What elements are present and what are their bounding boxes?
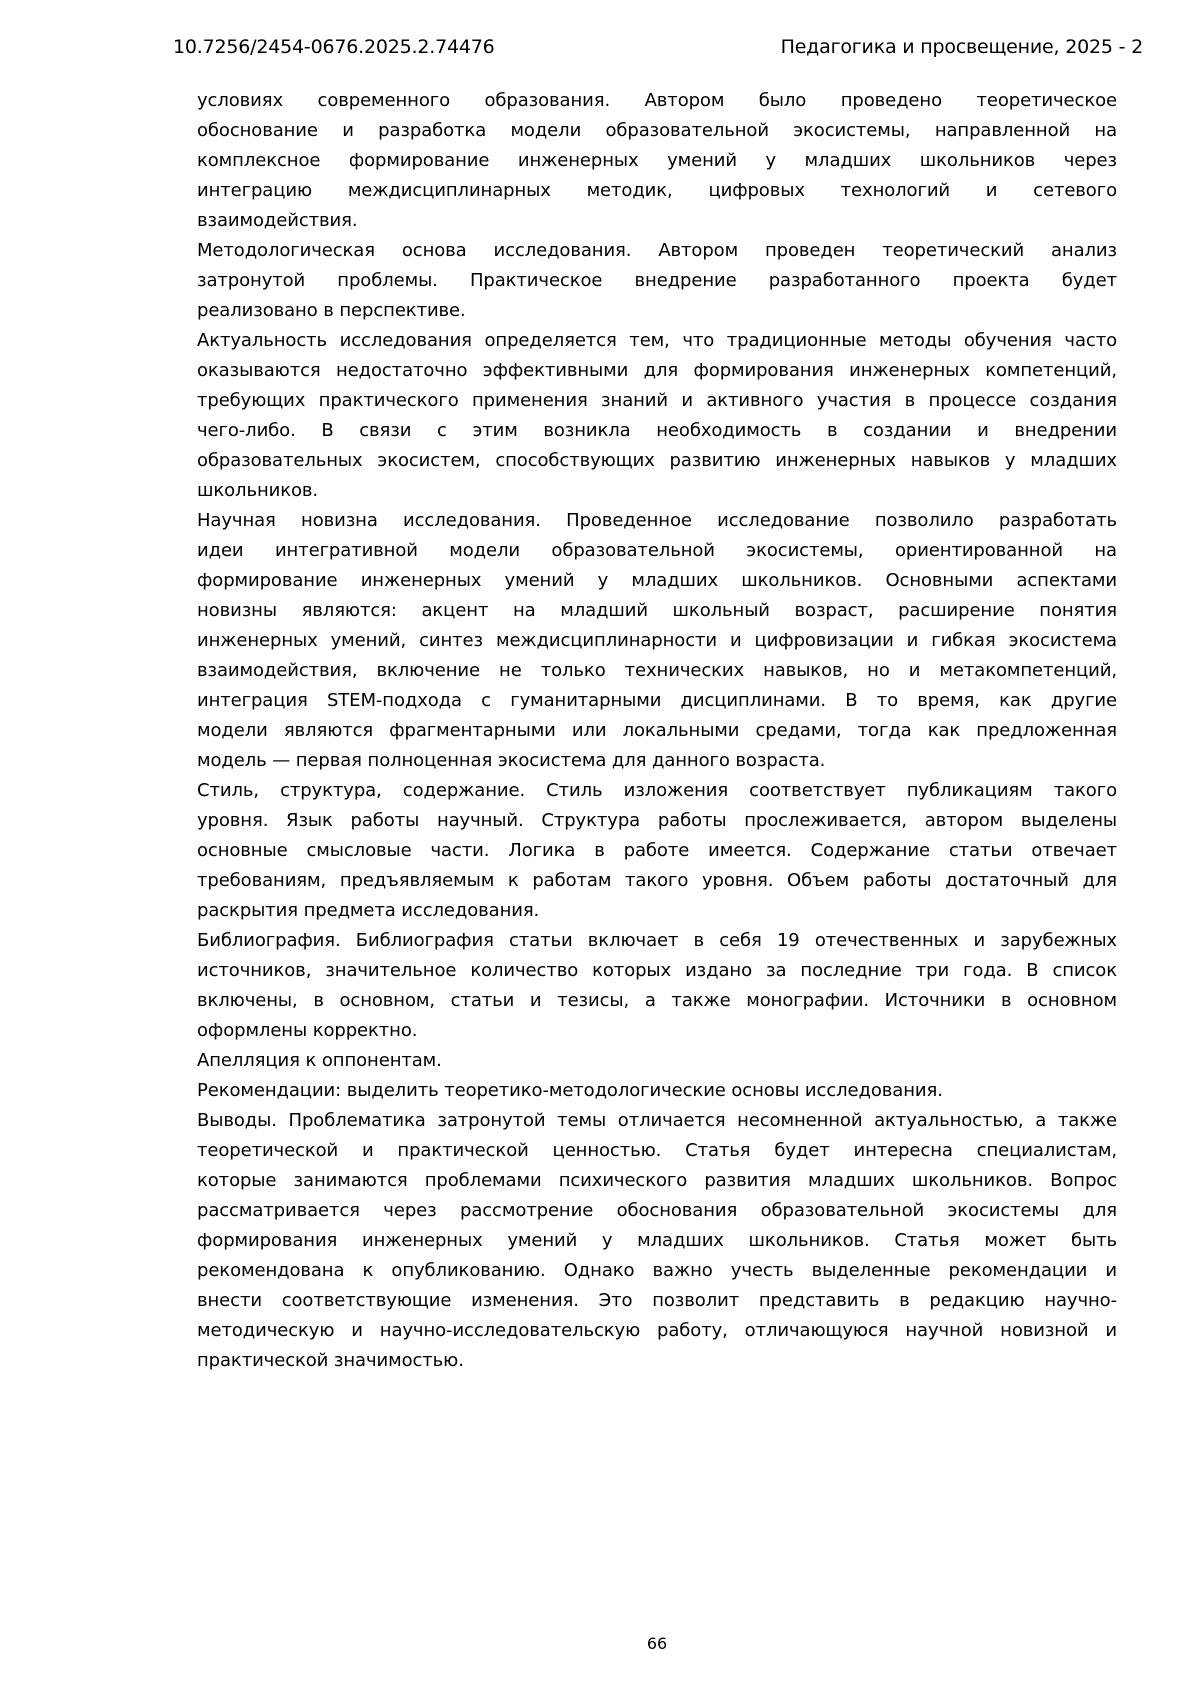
text-line: Выводы. Проблематика затронутой темы отличается несомненной актуальностью, а также xyxy=(197,1110,1117,1131)
text-line: новизны являются: акцент на младший школьный возраст, расширение понятия xyxy=(197,600,1117,621)
text-line: интеграция STEM-подхода с гуманитарными дисциплинами. В то время, как другие xyxy=(197,690,1117,711)
text-line: школьников. xyxy=(197,480,319,501)
text-line: взаимодействия. xyxy=(197,210,358,231)
paragraph xyxy=(197,326,1117,506)
text-line: Апелляция к оппонентам. xyxy=(197,1050,442,1071)
text-line: образовательных экосистем, способствующих развитию инженерных навыков у младших xyxy=(197,450,1117,471)
text-line: взаимодействия, включение не только технических навыков, но и метакомпетенций, xyxy=(197,660,1117,681)
text-line: источников, значительное количество которых издано за последние три года. В список xyxy=(197,960,1117,981)
paragraph xyxy=(197,236,1117,326)
text-line: Актуальность исследования определяется тем, что традиционные методы обучения часто xyxy=(197,330,1117,351)
text-line: обоснование и разработка модели образовательной экосистемы, направленной на xyxy=(197,120,1117,141)
text-line: Библиография. Библиография статьи включает в себя 19 отечественных и зарубежных xyxy=(197,930,1117,951)
page-number: 66 xyxy=(646,1634,668,1653)
paragraph xyxy=(197,86,1117,236)
paragraph xyxy=(197,926,1117,1046)
text-line: методическую и научно-исследовательскую работу, отличающуюся научной новизной и xyxy=(197,1320,1117,1341)
text-line: формирование инженерных умений у младших школьников. Основными аспектами xyxy=(197,570,1117,591)
text-line: рекомендована к опубликованию. Однако важно учесть выделенные рекомендации и xyxy=(197,1260,1117,1281)
page-footer xyxy=(197,1633,1117,1655)
text-line: требованиям, предъявляемым к работам такого уровня. Объем работы достаточный для xyxy=(197,870,1117,891)
paragraph xyxy=(197,1046,1117,1076)
text-line: рассматривается через рассмотрение обоснования образовательной экосистемы для xyxy=(197,1200,1117,1221)
text-line: Методологическая основа исследования. Автором проведен теоретический анализ xyxy=(197,240,1117,261)
text-line: требующих практического применения знаний и активного участия в процессе создания xyxy=(197,390,1117,411)
text-line: оформлены корректно. xyxy=(197,1020,418,1041)
text-line: затронутой проблемы. Практическое внедрение разработанного проекта будет xyxy=(197,270,1117,291)
text-line: модель — первая полноценная экосистема для данного возраста. xyxy=(197,750,826,771)
paragraph xyxy=(197,776,1117,926)
paragraph xyxy=(197,506,1117,776)
text-line: уровня. Язык работы научный. Структура работы прослеживается, автором выделены xyxy=(197,810,1117,831)
text-line: идеи интегративной модели образовательной экосистемы, ориентированной на xyxy=(197,540,1117,561)
text-line: реализовано в перспективе. xyxy=(197,300,466,321)
paragraph xyxy=(197,1076,1117,1106)
text-line: теоретической и практической ценностью. Статья будет интересна специалистам, xyxy=(197,1140,1117,1161)
text-line: модели являются фрагментарными или локальными средами, тогда как предложенная xyxy=(197,720,1117,741)
text-line: оказываются недостаточно эффективными для формирования инженерных компетенций, xyxy=(197,360,1117,381)
text-line: комплексное формирование инженерных умений у младших школьников через xyxy=(197,150,1117,171)
text-line: чего-либо. В связи с этим возникла необходимость в создании и внедрении xyxy=(197,420,1117,441)
text-line: включены, в основном, статьи и тезисы, а также монографии. Источники в основном xyxy=(197,990,1117,1011)
text-line: Рекомендации: выделить теоретико-методологические основы исследования. xyxy=(197,1080,943,1101)
page-header xyxy=(173,35,1143,59)
text-line: основные смысловые части. Логика в работе имеется. Содержание статьи отвечает xyxy=(197,840,1117,861)
text-line: Научная новизна исследования. Проведенное исследование позволило разработать xyxy=(197,510,1117,531)
journal-title: Педагогика и просвещение, 2025 - 2 xyxy=(780,36,1143,58)
paragraph xyxy=(197,1106,1117,1376)
text-line: инженерных умений, синтез междисциплинарности и цифровизации и гибкая экосистема xyxy=(197,630,1117,651)
review-text-body xyxy=(197,86,1117,1376)
text-line: внести соответствующие изменения. Это позволит представить в редакцию научно- xyxy=(197,1290,1117,1311)
text-line: Стиль, структура, содержание. Стиль изложения соответствует публикациям такого xyxy=(197,780,1117,801)
text-line: практической значимостью. xyxy=(197,1350,464,1371)
text-line: которые занимаются проблемами психического развития младших школьников. Вопрос xyxy=(197,1170,1117,1191)
doi-label: 10.7256/2454-0676.2025.2.74476 xyxy=(173,36,495,58)
text-line: интеграцию междисциплинарных методик, цифровых технологий и сетевого xyxy=(197,180,1117,201)
text-line: формирования инженерных умений у младших школьников. Статья может быть xyxy=(197,1230,1117,1251)
text-line: условиях современного образования. Автором было проведено теоретическое xyxy=(197,90,1117,111)
text-line: раскрытия предмета исследования. xyxy=(197,900,540,921)
